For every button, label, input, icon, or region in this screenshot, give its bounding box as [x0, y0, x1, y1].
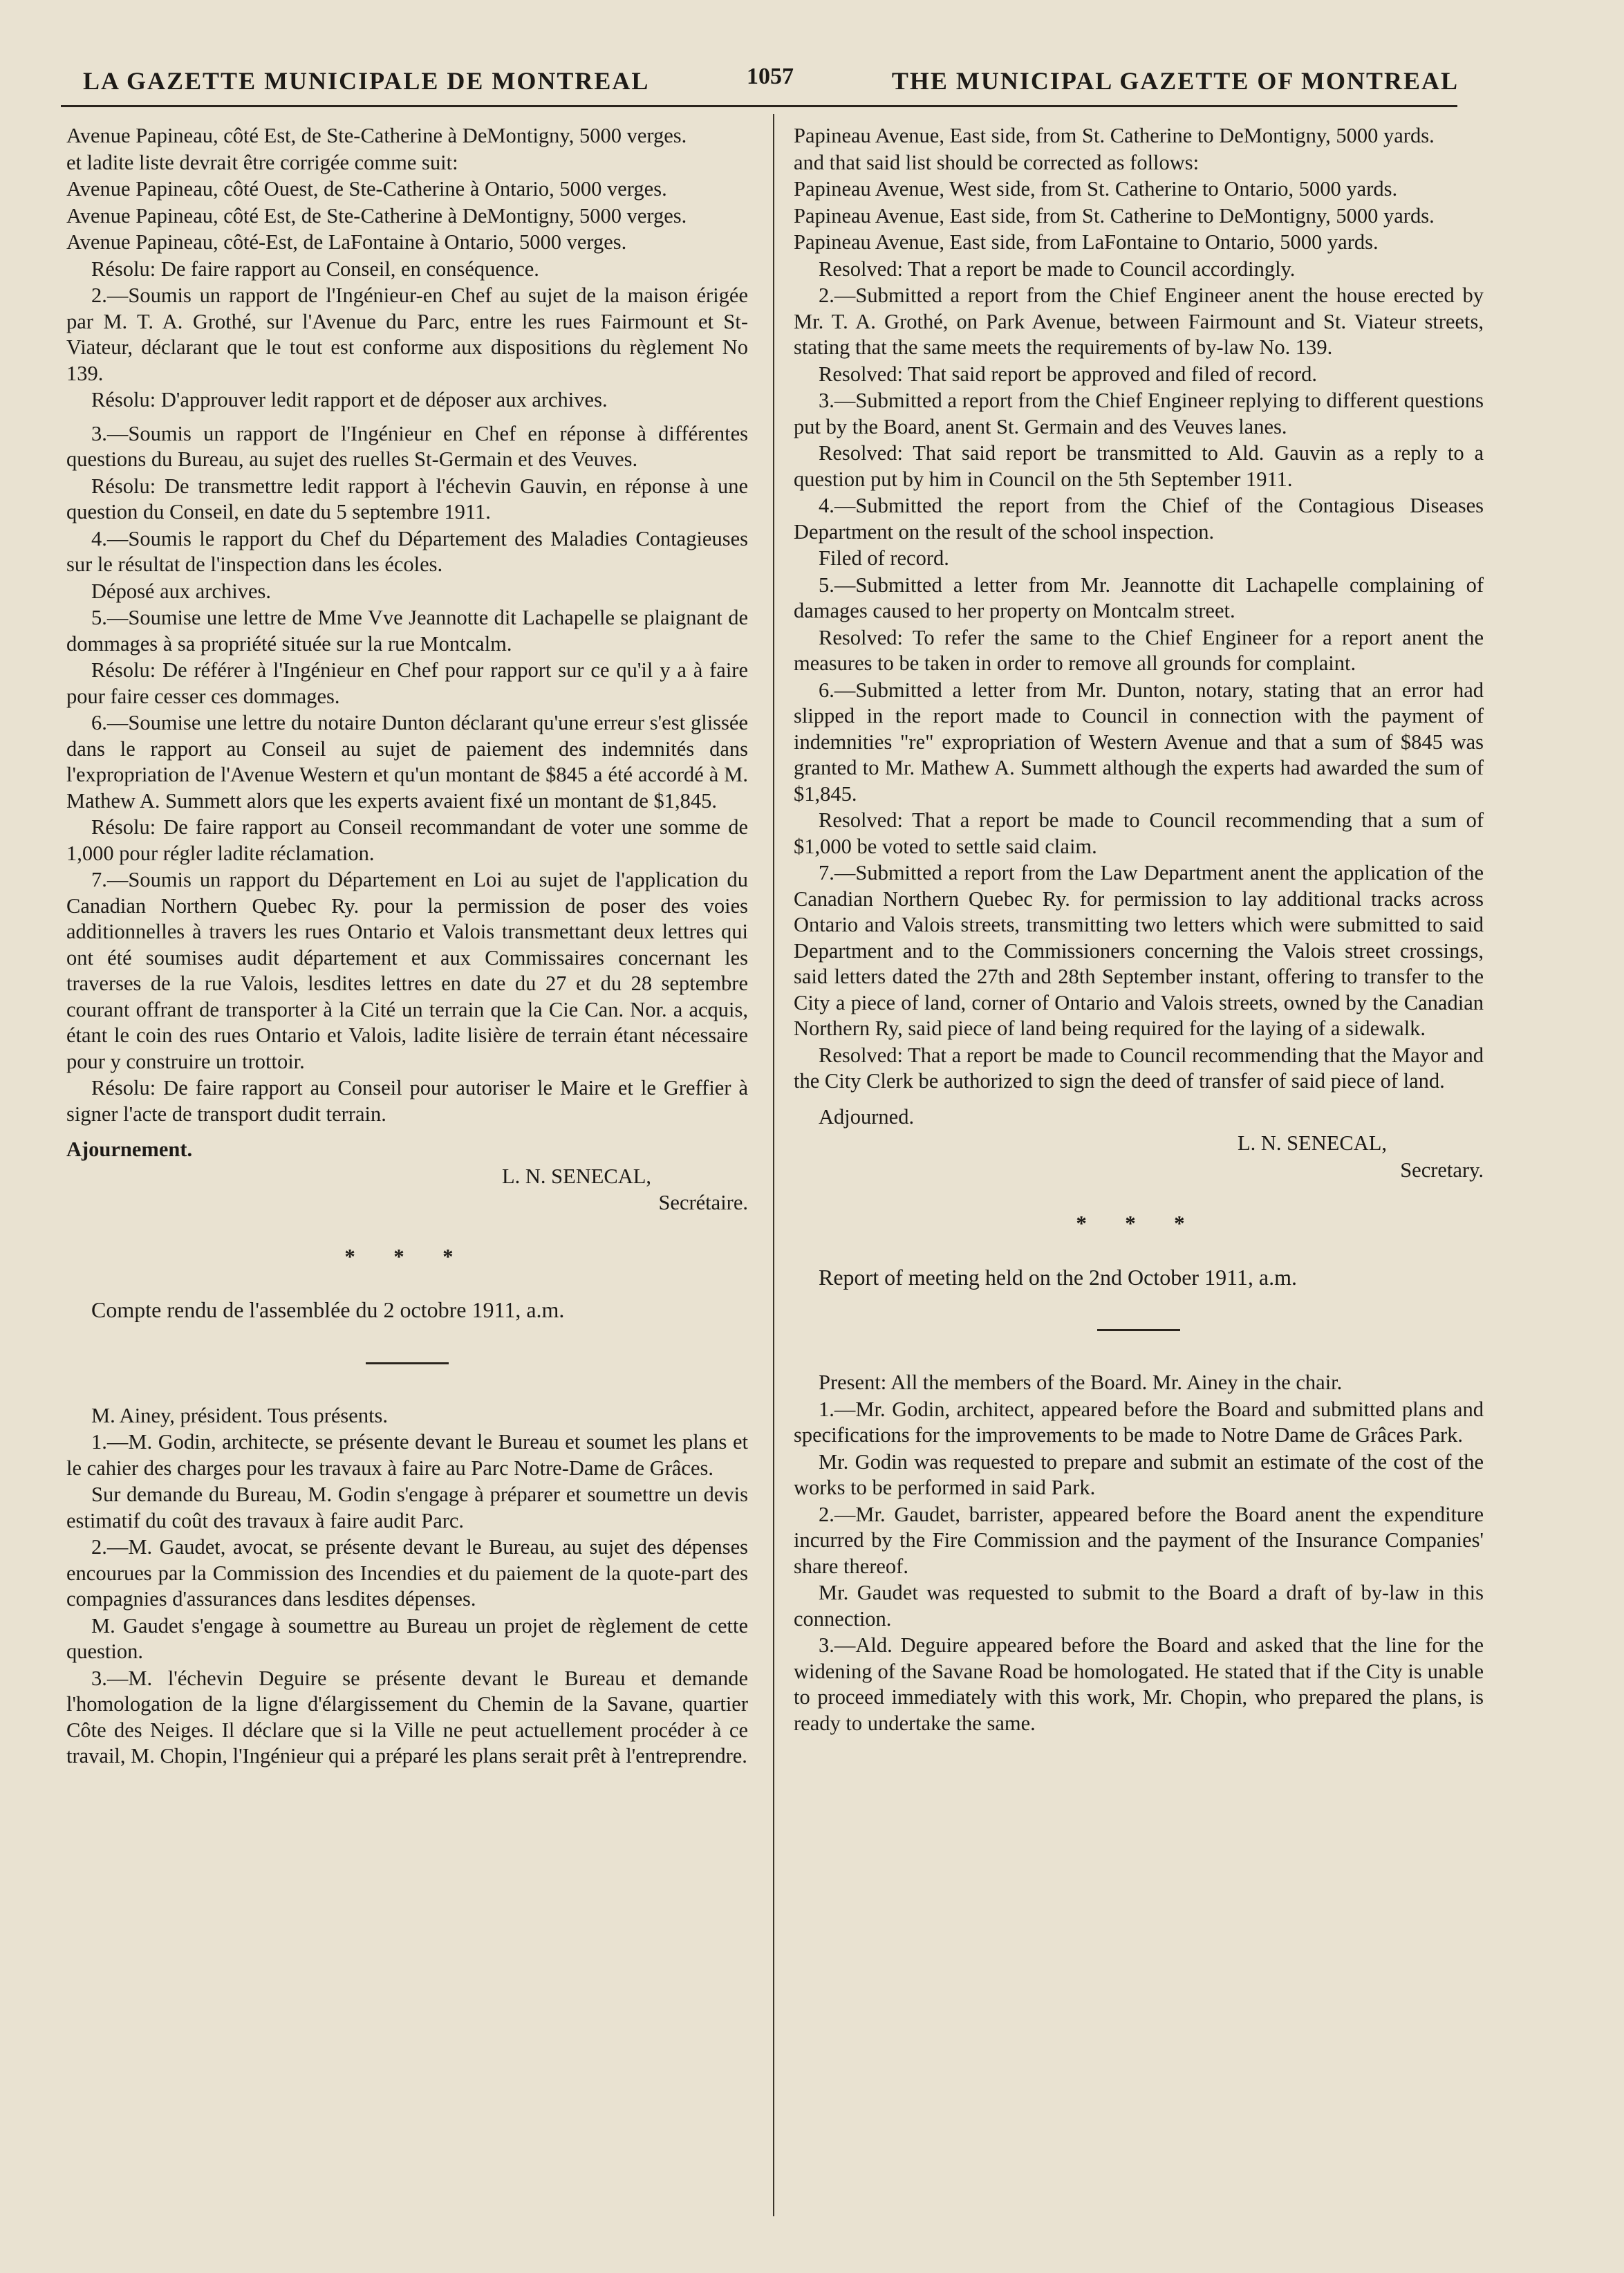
english-paragraph: 1.—Mr. Godin, architect, appeared before the Board and submitted plans and specifications for the improvements to be made to Notre Dame de Grâces Park. — [794, 1397, 1484, 1447]
english-paragraph: Resolved: To refer the same to the Chief Engineer for a report anent the measures to be taken in order to remove all grounds for complaint. — [794, 625, 1484, 675]
french-paragraph: 2.—M. Gaudet, avocat, se présente devant le Bureau, au sujet des dépenses encourues par la Commission des Incendies et du paiement de la quote-part des compagnies d'assurances dans lesdites dépenses. — [66, 1535, 748, 1611]
french-paragraph: Résolu: De référer à l'Ingénieur en Chef pour rapport sur ce qu'il y a à faire pour faire cesser ces dommages. — [66, 658, 748, 708]
english-paragraph: 3.—Ald. Deguire appeared before the Board and asked that the line for the widening of the Savane Road be homologated. He stated that if the City is unable to proceed immediately with this work, Mr. Chopin, who prepared the plans, is ready to undertake the same. — [794, 1633, 1484, 1735]
french-paragraph: 3.—Soumis un rapport de l'Ingénieur en Chef en réponse à différentes questions du Bureau, au sujet des ruelles St-Germain et des Veuves. — [66, 421, 748, 471]
english-paragraph: 2.—Mr. Gaudet, barrister, appeared before the Board anent the expenditure incurred by the Fire Commission and the payment of the Insurance Companies' share thereof. — [794, 1502, 1484, 1578]
header-rule — [61, 105, 1457, 107]
english-signature — [794, 1104, 1484, 1184]
page-number: 1057 — [747, 64, 794, 89]
english-paragraph: Present: All the members of the Board. Mr. Ainey in the chair. — [819, 1371, 1343, 1394]
page-header — [83, 61, 1459, 102]
report-title: Report of meeting held on the 2nd October 1911, a.m. — [819, 1264, 1297, 1290]
english-paragraph: Resolved: That a report be made to Council recommending that the Mayor and the City Clerk be authorized to sign the deed of transfer of said piece of land. — [794, 1043, 1484, 1093]
french-paragraph: M. Gaudet s'engage à soumettre au Bureau un projet de règlement de cette question. — [66, 1613, 748, 1663]
french-paragraph: Avenue Papineau, côté Est, de Ste-Catherine à DeMontigny, 5000 verges. — [66, 203, 687, 228]
signatory-title: Secretary. — [1400, 1158, 1484, 1182]
french-paragraph: Résolu: De faire rapport au Conseil recommandant de voter une somme de 1,000 pour régler ladite réclamation. — [66, 815, 748, 865]
header-title-english: THE MUNICIPAL GAZETTE OF MONTREAL — [891, 67, 1459, 95]
french-paragraph: 7.—Soumis un rapport du Département en Loi au sujet de l'application du Canadian Northern Quebec Ry. pour la permission de poser des voies additionnelles à travers les rues Ontario et Valois transmettant deux lettres qui ont été soumises audit département et aux Commissaires concernant les traverses de la rue Valois, lesdites lettres en date du 27 et du 28 septembre courant offrant de transporter à la Cité un terrain que la Cie Can. Nor. a acquis, étant le coin des rues Ontario et Valois, ladite lisière de terrain étant nécessaire pour y construire un trottoir. — [66, 868, 748, 1073]
french-paragraph: 2.—Soumis un rapport de l'Ingénieur-en Chef au sujet de la maison érigée par M. T. A. Grothé, sur l'Avenue du Parc, entre les rues Fairmount et St-Viateur, déclarant que le tout est conforme aux dispositions du règlement No 139. — [66, 284, 748, 385]
french-paragraph: Avenue Papineau, côté Est, de Ste-Catherine à DeMontigny, 5000 verges. — [66, 124, 687, 147]
english-paragraph: Filed of record. — [819, 546, 949, 570]
french-paragraph: Avenue Papineau, côté Ouest, de Ste-Catherine à Ontario, 5000 verges. — [66, 177, 667, 201]
french-column — [66, 123, 748, 1770]
english-paragraph: Papineau Avenue, West side, from St. Catherine to Ontario, 5000 yards. — [794, 177, 1398, 201]
french-paragraph: 1.—M. Godin, architecte, se présente devant le Bureau et soumet les plans et le cahier des charges pour les travaux à faire au Parc Notre-Dame de Grâces. — [66, 1430, 748, 1480]
french-paragraph: Sur demande du Bureau, M. Godin s'engage à préparer et soumettre un devis estimatif du coût des travaux à faire audit Parc. — [66, 1483, 748, 1532]
english-paragraph: and that said list should be corrected as follows: — [794, 150, 1200, 174]
english-paragraph: Papineau Avenue, East side, from St. Catherine to DeMontigny, 5000 yards. — [794, 203, 1435, 228]
report-title: Compte rendu de l'assemblée du 2 octobre 1911, a.m. — [91, 1297, 565, 1322]
english-paragraph: Resolved: That said report be approved and filed of record. — [819, 362, 1318, 386]
french-paragraph: Résolu: De faire rapport au Conseil pour autoriser le Maire et le Greffier à signer l'acte de transport dudit terrain. — [66, 1076, 748, 1126]
signatory-name: L. N. SENECAL, — [501, 1164, 651, 1188]
english-paragraph: 3.—Submitted a report from the Chief Engineer replying to different questions put by the Board, anent St. Germain and des Veuves lanes. — [794, 389, 1484, 438]
section-separator: * * * — [344, 1244, 470, 1268]
french-signature — [66, 1137, 748, 1216]
section-separator: * * * — [1076, 1212, 1202, 1235]
french-paragraph: Résolu: De faire rapport au Conseil, en conséquence. — [91, 257, 539, 281]
english-paragraph: Papineau Avenue, East side, from LaFontaine to Ontario, 5000 yards. — [794, 230, 1379, 254]
header-title-french: LA GAZETTE MUNICIPALE DE MONTREAL — [83, 67, 650, 95]
english-paragraph: 2.—Submitted a report from the Chief Engineer anent the house erected by Mr. T. A. Grothé, on Park Avenue, between Fairmount and St. Viateur streets, stating that the same meets the requirements of by-law No. 139. — [794, 284, 1484, 359]
french-paragraph: 3.—M. l'échevin Deguire se présente devant le Bureau et demande l'homologation de la ligne d'élargissement du Chemin de la Savane, quartier Côte des Neiges. Il déclare que si la Ville ne peut actuellement procéder à ce travail, M. Chopin, l'Ingénieur qui a préparé les plans serait prêt à l'entreprendre. — [66, 1666, 748, 1768]
title-rule — [1097, 1329, 1180, 1331]
french-paragraph: 4.—Soumis le rapport du Chef du Département des Maladies Contagieuses sur le résultat de l'inspection dans les écoles. — [66, 526, 748, 576]
signatory-name: L. N. SENECAL, — [1237, 1131, 1387, 1155]
french-paragraph: M. Ainey, président. Tous présents. — [91, 1403, 389, 1427]
column-divider — [773, 114, 774, 2216]
title-rule — [366, 1362, 449, 1364]
english-paragraph: 4.—Submitted the report from the Chief of the Contagious Diseases Department on the result of the school inspection. — [794, 494, 1484, 544]
french-paragraph: Résolu: D'approuver ledit rapport et de déposer aux archives. — [91, 388, 608, 411]
english-paragraph: Resolved: That said report be transmitted to Ald. Gauvin as a reply to a question put by him in Council on the 5th September 1911. — [794, 441, 1484, 491]
english-paragraph: 5.—Submitted a letter from Mr. Jeannotte dit Lachapelle complaining of damages caused to her property on Montcalm street. — [794, 573, 1484, 622]
french-paragraph: Résolu: De transmettre ledit rapport à l'échevin Gauvin, en réponse à une question du Conseil, en date du 5 septembre 1911. — [66, 474, 748, 523]
english-column — [794, 123, 1484, 1737]
french-paragraph: 5.—Soumise une lettre de Mme Vve Jeannotte dit Lachapelle se plaignant de dommages à sa propriété située sur la rue Montcalm. — [66, 606, 748, 656]
french-paragraph: Déposé aux archives. — [91, 579, 271, 603]
english-paragraph: 6.—Submitted a letter from Mr. Dunton, notary, stating that an error had slipped in the report made to Council in connection with the payment of indemnities "re" expropriation of Western Avenue and that a sum of $845 was granted to Mr. Mathew A. Summett although the experts had awarded the sum of $1,845. — [794, 678, 1484, 806]
english-paragraph: Papineau Avenue, East side, from St. Catherine to DeMontigny, 5000 yards. — [794, 124, 1435, 147]
signatory-title: Secrétaire. — [658, 1191, 748, 1214]
english-paragraph: Mr. Gaudet was requested to submit to the Board a draft of by-law in this connection. — [794, 1581, 1484, 1631]
english-paragraph: Resolved: That a report be made to Council recommending that a sum of $1,000 be voted to settle said claim. — [794, 808, 1484, 858]
english-paragraph: Mr. Godin was requested to prepare and submit an estimate of the cost of the works to be performed in said Park. — [794, 1449, 1484, 1499]
adjournment: Adjourned. — [819, 1104, 915, 1129]
french-paragraph: et ladite liste devrait être corrigée comme suit: — [66, 150, 458, 174]
english-paragraph: 7.—Submitted a report from the Law Department anent the application of the Canadian Northern Quebec Ry. for permission to lay additional tracks across Ontario and Valois streets, transmitting two letters which were submitted to said Department and to the Commissioners concerning the Valois street crossings, said letters dated the 27th and 28th September instant, offering to transfer to the City a piece of land, corner of Ontario and Valois streets, owned by the Canadian Northern Ry, said piece of land being required for the laying of a sidewalk. — [794, 861, 1484, 1040]
french-paragraph: Avenue Papineau, côté-Est, de LaFontaine à Ontario, 5000 verges. — [66, 230, 627, 254]
english-paragraph: Resolved: That a report be made to Council accordingly. — [819, 257, 1296, 281]
adjournment: Ajournement. — [66, 1138, 193, 1161]
french-paragraph: 6.—Soumise une lettre du notaire Dunton déclarant qu'une erreur s'est glissée dans le rapport au Conseil au sujet de paiement des indemnités dans l'expropriation de l'Avenue Western et qu'un montant de $845 a été accordé à M. Mathew A. Summett alors que les experts avaient fixé un montant de $1,845. — [66, 711, 748, 813]
